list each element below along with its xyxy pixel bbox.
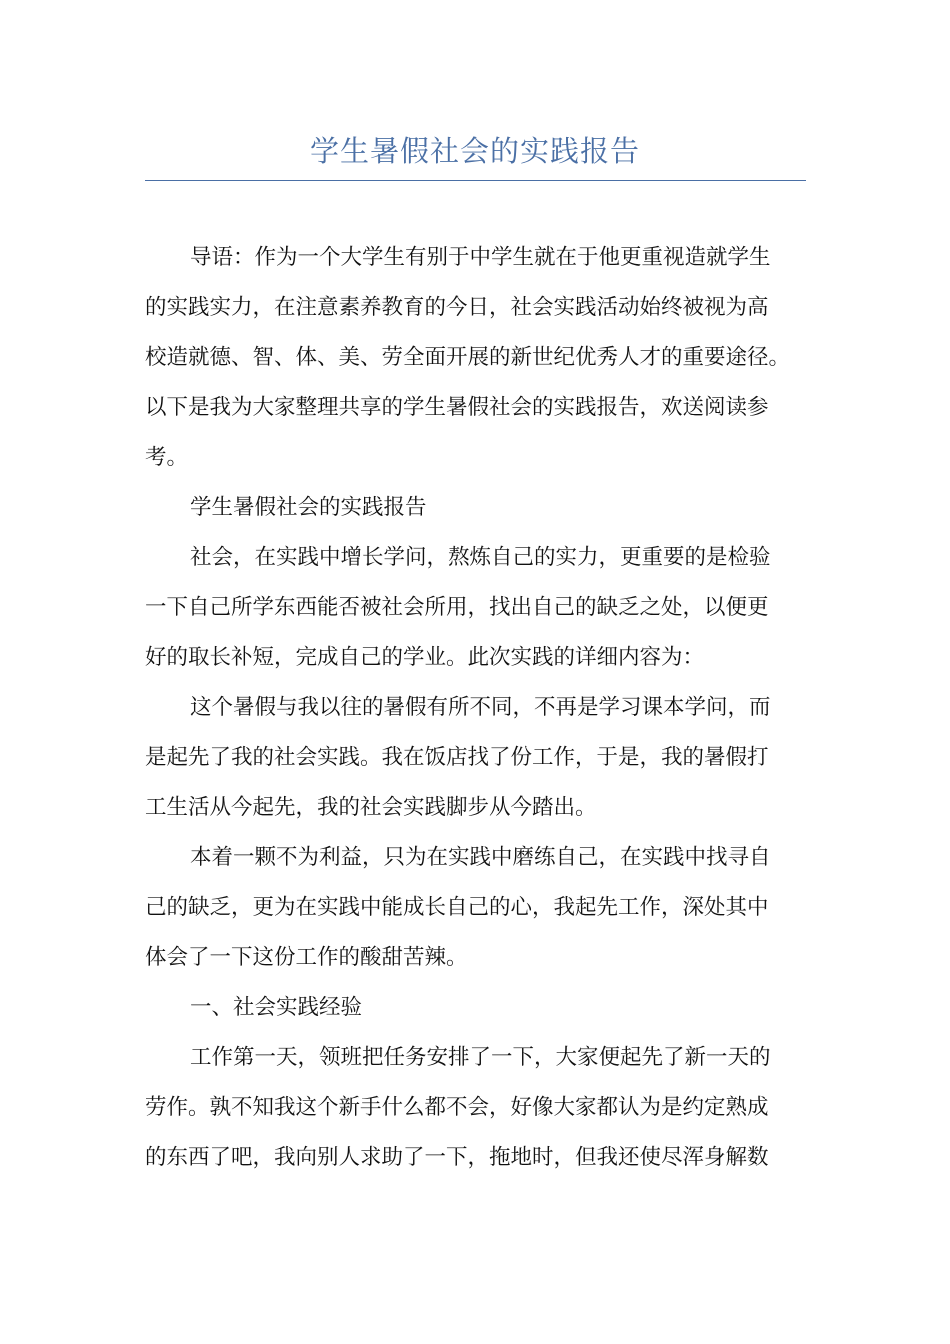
document-body [145, 233, 809, 1183]
body-text-line: 工生活从今起先，我的社会实践脚步从今踏出。 [145, 795, 597, 820]
body-text-line: 劳作。孰不知我这个新手什么都不会，好像大家都认为是约定熟成 [145, 1095, 769, 1120]
body-text-line: 的东西了吧，我向别人求助了一下，拖地时，但我还使尽浑身解数 [145, 1145, 769, 1170]
body-text-line: 一、社会实践经验 [190, 995, 363, 1020]
body-text-line: 己的缺乏，更为在实践中能成长自己的心，我起先工作，深处其中 [145, 895, 769, 920]
body-text-line: 以下是我为大家整理共享的学生暑假社会的实践报告，欢送阅读参 [145, 395, 769, 420]
body-text-line: 导语：作为一个大学生有别于中学生就在于他更重视造就学生 [190, 245, 771, 270]
body-text-line: 是起先了我的社会实践。我在饭店找了份工作，于是，我的暑假打 [145, 745, 769, 770]
body-text-line: 学生暑假社会的实践报告 [190, 495, 427, 520]
document-title: 学生暑假社会的实践报告 [309, 134, 640, 168]
body-text-line: 一下自己所学东西能否被社会所用，找出自己的缺乏之处，以便更 [145, 595, 769, 620]
body-text-line: 考。 [145, 445, 189, 470]
body-text-line: 校造就德、智、体、美、劳全面开展的新世纪优秀人才的重要途径。 [145, 345, 791, 370]
body-text-line: 体会了一下这份工作的酸甜苦辣。 [145, 945, 468, 970]
body-text-line: 本着一颗不为利益，只为在实践中磨练自己，在实践中找寻自 [190, 845, 771, 870]
body-text-line: 工作第一天，领班把任务安排了一下，大家便起先了新一天的 [190, 1045, 771, 1070]
body-text-line: 好的取长补短，完成自己的学业。此次实践的详细内容为： [145, 645, 705, 670]
body-text-line: 的实践实力，在注意素养教育的今日，社会实践活动始终被视为高 [145, 295, 769, 320]
title-underline [145, 180, 806, 181]
body-text-line: 这个暑假与我以往的暑假有所不同，不再是学习课本学问，而 [190, 695, 771, 720]
body-text-line: 社会，在实践中增长学问，熬炼自己的实力，更重要的是检验 [190, 545, 771, 570]
